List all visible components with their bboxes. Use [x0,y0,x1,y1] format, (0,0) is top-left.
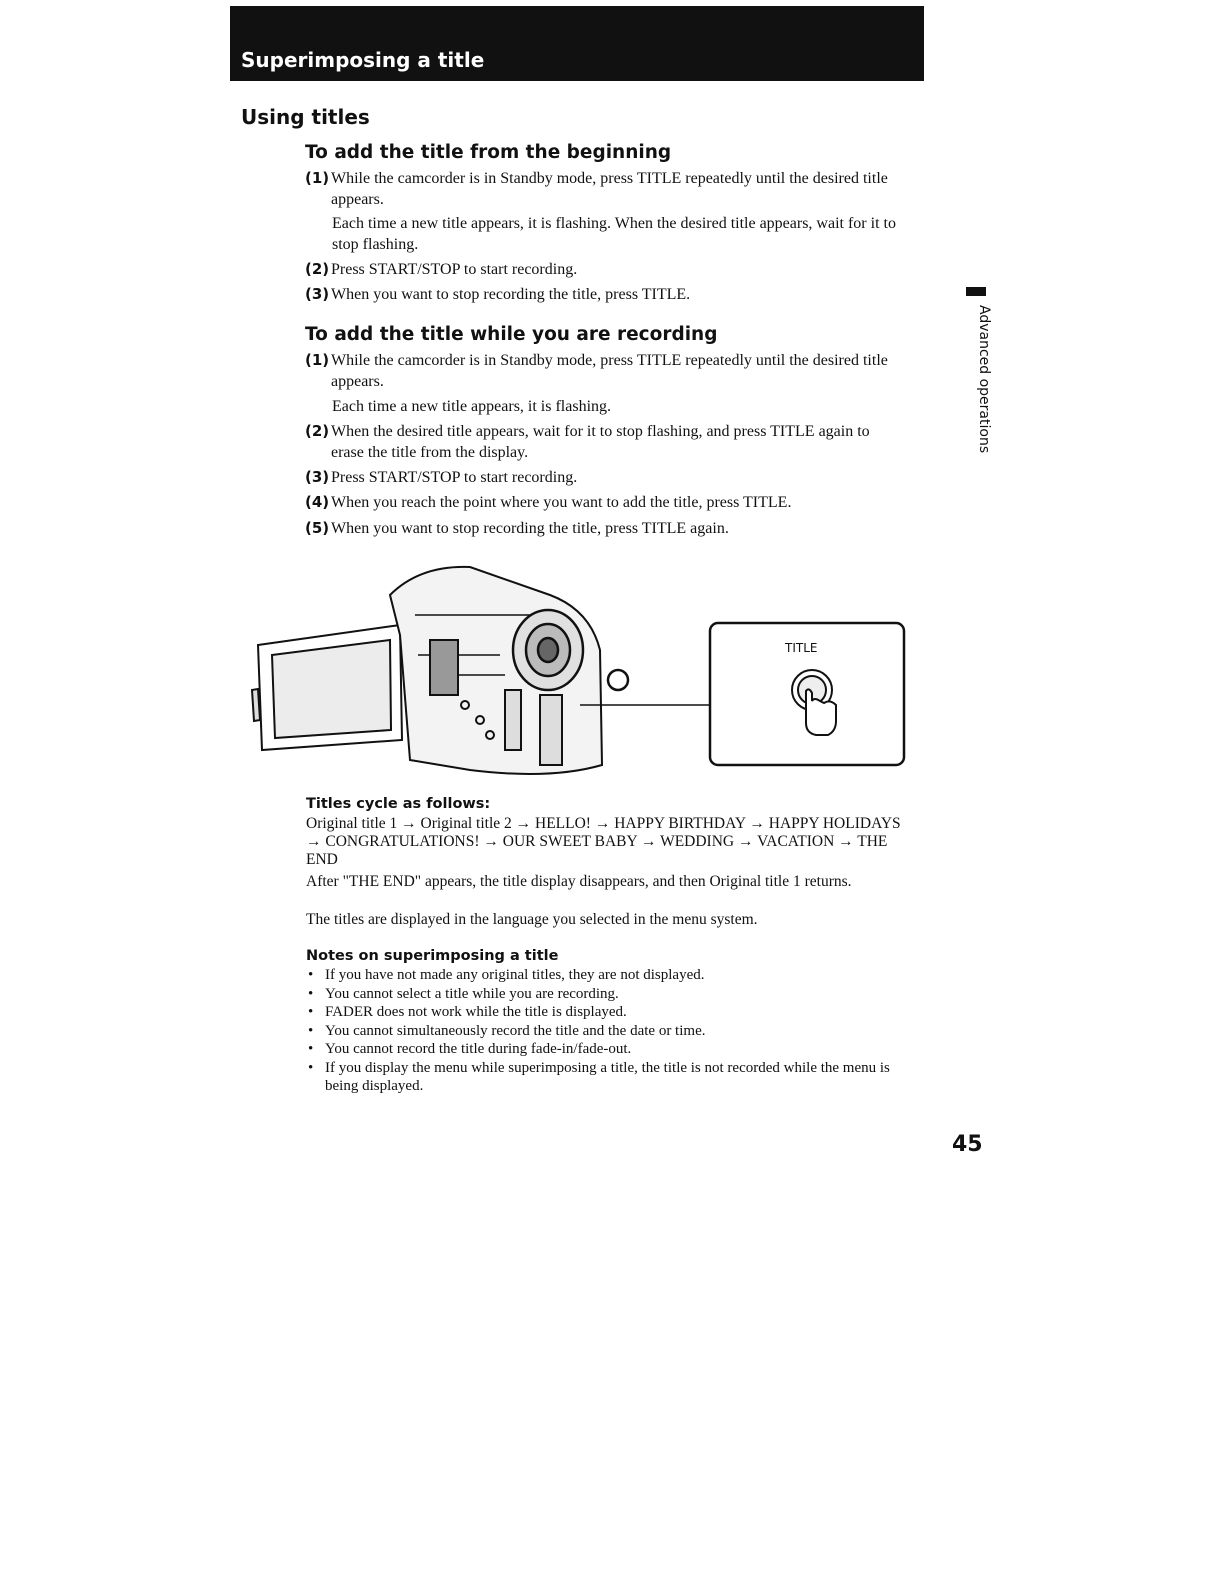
camcorder-illustration [250,555,910,790]
titles-cycle-after: After "THE END" appears, the title display disappears, and then Original title 1 returns. [306,873,852,890]
bullet-icon: • [308,967,314,983]
step-number: (1) [305,351,330,369]
side-tab-label: Advanced operations [976,305,992,454]
bullet-icon: • [308,985,314,1002]
titles-cycle-heading: Titles cycle as follows: [306,796,491,812]
step-text: When you reach the point where you want to add the title, press TITLE. [331,494,792,511]
header-bar [230,6,924,81]
step-number: (2) [305,260,330,278]
note-item: • You cannot record the title during fade-in/fade-out. [308,1041,632,1057]
step-text: Press START/STOP to start recording. [331,469,578,486]
notes-heading: Notes on superimposing a title [306,948,559,964]
camcorder-drawing [250,555,910,790]
notes-list [306,966,916,1096]
header-title: Superimposing a title [241,48,485,72]
section-heading: Using titles [241,105,370,129]
note-item: • If you display the menu while superimposing a title, the title is not recorded while the menu is being displayed. [308,1059,890,1094]
step-text: While the camcorder is in Standby mode, press TITLE repeatedly until the desired title appears. [331,352,888,390]
step-number: (3) [305,468,330,486]
step-number: (2) [305,422,330,440]
note-item: • FADER does not work while the title is displayed. [308,1004,627,1020]
note-item: • If you have not made any original titles, they are not displayed. [308,967,705,983]
step-number: (5) [305,519,330,537]
recording-step-3 [305,467,905,488]
bullet-icon: • [308,1059,314,1076]
step-text: When the desired title appears, wait for it to stop flashing, and press TITLE again to erase the title from the display. [331,423,870,461]
recording-step-1-note: Each time a new title appears, it is flashing. [332,398,612,415]
note-item: • You cannot simultaneously record the title and the date or time. [308,1022,706,1039]
side-tab [962,283,990,453]
titles-cycle-language: The titles are displayed in the language you selected in the menu system. [306,911,758,928]
recording-step-2 [305,421,905,463]
beginning-step-1 [305,168,905,210]
beginning-step-2 [305,259,905,280]
title-button-label: TITLE [785,641,818,655]
page-number: 45 [952,1132,983,1157]
bullet-icon: • [308,1022,314,1039]
side-tab-marker [966,287,986,296]
step-text: Press START/STOP to start recording. [331,261,578,278]
note-item: • You cannot select a title while you are recording. [308,985,619,1002]
bullet-icon: • [308,1004,314,1020]
recording-step-1 [305,350,905,392]
step-text: While the camcorder is in Standby mode, press TITLE repeatedly until the desired title appears. [331,170,888,208]
bullet-icon: • [308,1041,314,1057]
titles-cycle-sequence: Original title 1 → Original title 2 → HELLO! → HAPPY BIRTHDAY → HAPPY HOLIDAYS → CONGRATULATIONS! → OUR SWEET BABY → WEDDING → VACATION → THE END [306,815,901,868]
lens-icon [513,610,628,690]
beginning-step-1-note: Each time a new title appears, it is flashing. When the desired title appears, wait for it to stop flashing. [332,215,896,253]
heading-while-recording: To add the title while you are recording [305,324,718,345]
step-number: (1) [305,169,330,187]
beginning-step-3 [305,284,905,305]
step-text: When you want to stop recording the title, press TITLE again. [331,520,729,537]
recording-step-4 [305,492,905,513]
heading-from-beginning: To add the title from the beginning [305,142,672,163]
step-text: When you want to stop recording the title, press TITLE. [331,286,691,303]
lcd-panel-icon [252,625,402,750]
step-number: (3) [305,285,330,303]
step-number: (4) [305,493,330,511]
recording-step-5 [305,518,905,539]
